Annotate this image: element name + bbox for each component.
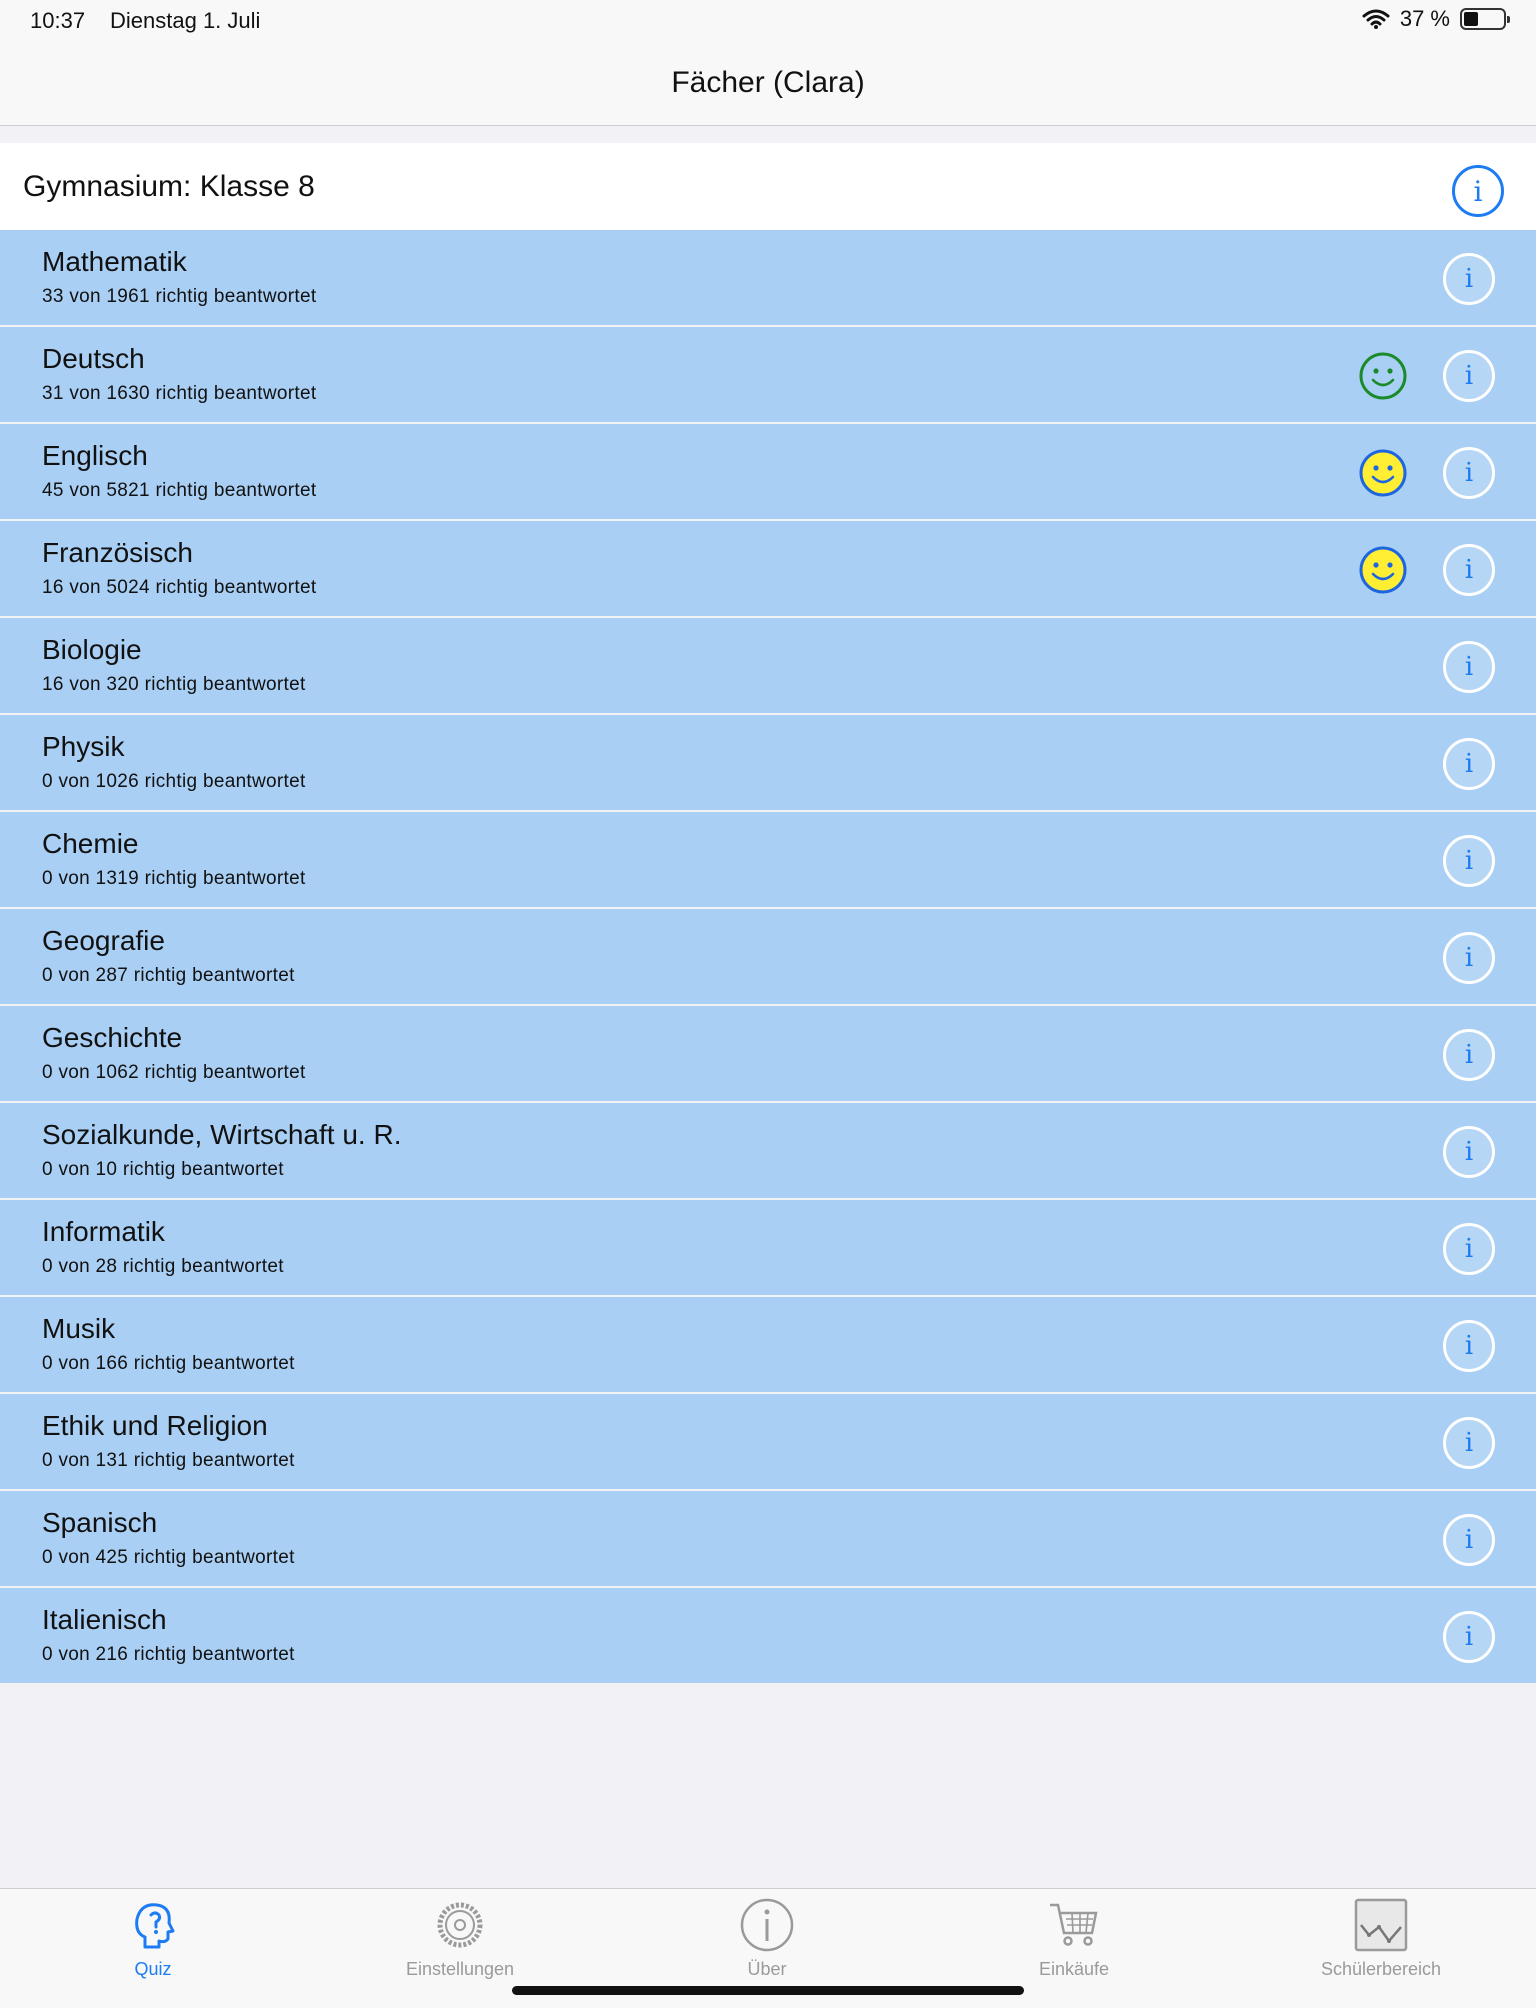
subject-stats: 16 von 320 richtig beantwortet — [42, 674, 306, 695]
subject-name: Französisch — [42, 537, 193, 568]
subject-name: Mathematik — [42, 246, 187, 277]
subject-stats: 0 von 425 richtig beantwortet — [42, 1547, 295, 1568]
subject-name: Physik — [42, 731, 125, 762]
subject-name: Deutsch — [42, 343, 145, 374]
tab-chart[interactable] — [1261, 1897, 1501, 1987]
battery-icon — [1460, 8, 1506, 30]
subject-name: Geografie — [42, 925, 165, 956]
subject-stats: 0 von 1319 richtig beantwortet — [42, 868, 306, 889]
subject-info-button[interactable] — [1443, 1320, 1495, 1372]
status-bar — [0, 0, 1536, 40]
status-time: 10:37 — [30, 8, 86, 33]
subject-stats: 0 von 216 richtig beantwortet — [42, 1644, 295, 1665]
subject-row[interactable] — [0, 1394, 1536, 1491]
info-icon: i — [1464, 1234, 1474, 1264]
section-title: Gymnasium: Klasse 8 — [23, 169, 315, 203]
subject-info-button[interactable] — [1443, 835, 1495, 887]
info-icon: i — [1464, 1040, 1474, 1070]
wifi-icon — [1362, 8, 1390, 30]
info-icon — [739, 1897, 795, 1953]
info-icon: i — [1464, 1525, 1474, 1555]
info-icon: i — [1464, 1622, 1474, 1652]
info-icon: i — [1464, 1428, 1474, 1458]
info-icon: i — [1464, 361, 1474, 391]
subject-info-button[interactable] — [1443, 1514, 1495, 1566]
subject-row[interactable] — [0, 424, 1536, 521]
info-icon: i — [1464, 458, 1474, 488]
subject-info-button[interactable] — [1443, 1029, 1495, 1081]
subject-row[interactable] — [0, 1200, 1536, 1297]
home-indicator[interactable] — [512, 1986, 1024, 1995]
cart-icon — [1046, 1897, 1102, 1953]
subject-row[interactable] — [0, 909, 1536, 1006]
info-icon: i — [1464, 1331, 1474, 1361]
subject-stats: 0 von 1026 richtig beantwortet — [42, 771, 306, 792]
tab-label: Einkäufe — [1038, 1959, 1110, 1979]
tab-info[interactable] — [647, 1897, 887, 1987]
quiz-head-icon — [125, 1897, 181, 1953]
info-icon: i — [1464, 943, 1474, 973]
info-icon: i — [1464, 846, 1474, 876]
subject-info-button[interactable] — [1443, 447, 1495, 499]
subject-stats: 0 von 10 richtig beantwortet — [42, 1159, 284, 1180]
subject-name: Chemie — [42, 828, 139, 859]
subject-info-button[interactable] — [1443, 350, 1495, 402]
subject-row[interactable] — [0, 230, 1536, 327]
subject-info-button[interactable] — [1443, 1223, 1495, 1275]
subject-stats: 31 von 1630 richtig beantwortet — [42, 383, 317, 404]
subject-name: Sozialkunde, Wirtschaft u. R. — [42, 1119, 402, 1150]
subject-row[interactable] — [0, 327, 1536, 424]
tab-quiz-head[interactable] — [33, 1897, 273, 1987]
info-icon: i — [1464, 555, 1474, 585]
subject-info-button[interactable] — [1443, 253, 1495, 305]
subject-info-button[interactable] — [1443, 544, 1495, 596]
subject-row[interactable] — [0, 1588, 1536, 1685]
yellow-smiley-icon — [1358, 448, 1408, 498]
subject-stats: 0 von 1062 richtig beantwortet — [42, 1062, 306, 1083]
subject-info-button[interactable] — [1443, 738, 1495, 790]
subject-stats: 16 von 5024 richtig beantwortet — [42, 577, 317, 598]
subject-name: Biologie — [42, 634, 142, 665]
subject-stats: 0 von 131 richtig beantwortet — [42, 1450, 295, 1471]
subject-row[interactable] — [0, 812, 1536, 909]
subject-info-button[interactable] — [1443, 641, 1495, 693]
info-icon: i — [1464, 652, 1474, 682]
info-icon: i — [1464, 749, 1474, 779]
subject-stats: 33 von 1961 richtig beantwortet — [42, 286, 317, 307]
subject-info-button[interactable] — [1443, 1611, 1495, 1663]
subject-name: Italienisch — [42, 1604, 167, 1635]
subject-list — [0, 230, 1536, 1685]
info-icon: i — [1464, 1137, 1474, 1167]
tab-label: Einstellungen — [405, 1959, 515, 1979]
info-icon: i — [1473, 174, 1483, 208]
navigation-bar — [0, 40, 1536, 126]
subject-stats: 0 von 28 richtig beantwortet — [42, 1256, 284, 1277]
page-title: Fächer (Clara) — [671, 65, 865, 99]
gear-icon — [432, 1897, 488, 1953]
status-date: Dienstag 1. Juli — [110, 8, 261, 33]
tab-cart[interactable] — [954, 1897, 1194, 1987]
subject-row[interactable] — [0, 1491, 1536, 1588]
subject-name: Spanisch — [42, 1507, 158, 1538]
subject-stats: 0 von 287 richtig beantwortet — [42, 965, 295, 986]
subject-info-button[interactable] — [1443, 1417, 1495, 1469]
subject-row[interactable] — [0, 1006, 1536, 1103]
subject-row[interactable] — [0, 618, 1536, 715]
subject-row[interactable] — [0, 1103, 1536, 1200]
yellow-smiley-icon — [1358, 545, 1408, 595]
tab-gear[interactable] — [340, 1897, 580, 1987]
green-smiley-icon — [1358, 351, 1408, 401]
battery-percent: 37 % — [1399, 6, 1450, 31]
subject-row[interactable] — [0, 715, 1536, 812]
subject-row[interactable] — [0, 1297, 1536, 1394]
section-header — [0, 143, 1536, 230]
subject-name: Musik — [42, 1313, 116, 1344]
status-indicators — [1362, 6, 1506, 32]
subject-stats: 45 von 5821 richtig beantwortet — [42, 480, 317, 501]
chart-icon — [1353, 1897, 1409, 1953]
tab-label: Quiz — [134, 1959, 172, 1979]
subject-name: Ethik und Religion — [42, 1410, 268, 1441]
tab-label: Schülerbereich — [1320, 1959, 1442, 1979]
subject-stats: 0 von 166 richtig beantwortet — [42, 1353, 295, 1374]
subject-name: Englisch — [42, 440, 148, 471]
info-icon: i — [1464, 264, 1474, 294]
subject-name: Geschichte — [42, 1022, 183, 1053]
tab-label: Über — [747, 1959, 787, 1979]
subject-name: Informatik — [42, 1216, 165, 1247]
section-info-button[interactable] — [1452, 165, 1504, 217]
subject-info-button[interactable] — [1443, 932, 1495, 984]
subject-row[interactable] — [0, 521, 1536, 618]
subject-info-button[interactable] — [1443, 1126, 1495, 1178]
